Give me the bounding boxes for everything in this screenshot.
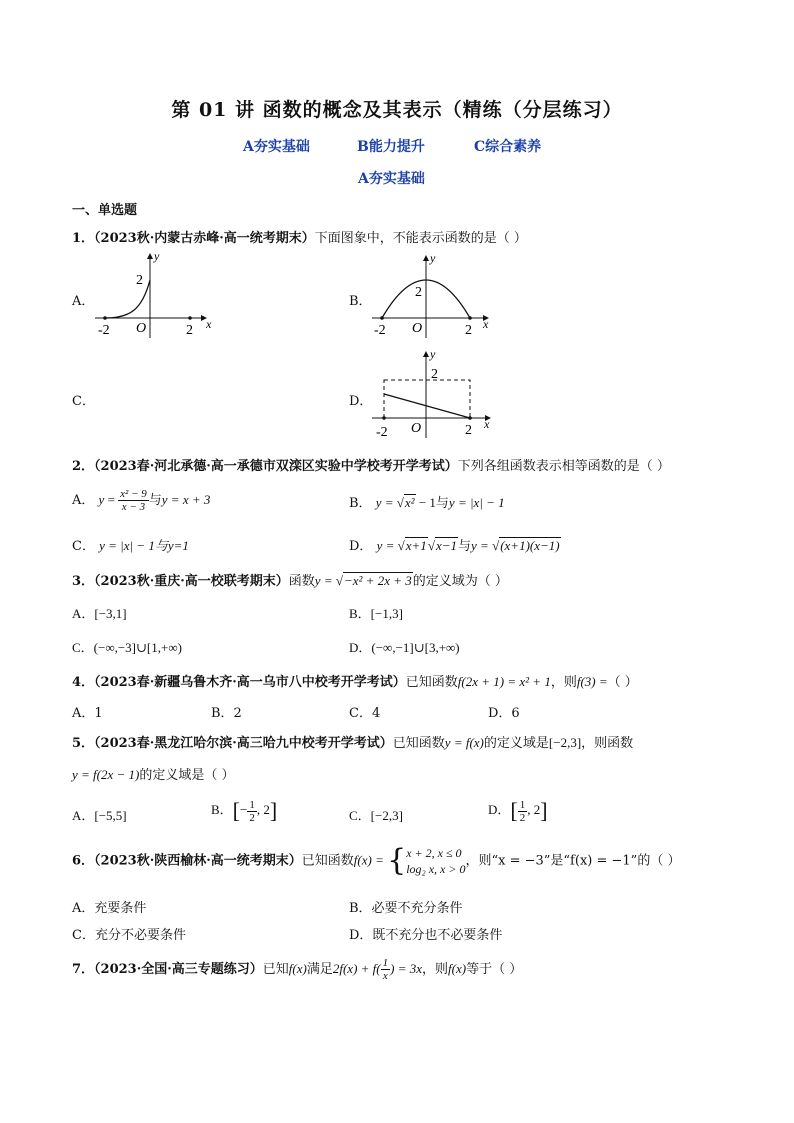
svg-text:-2: -2 bbox=[374, 323, 386, 338]
q3-option-a[interactable]: A．[−3,1] bbox=[72, 606, 127, 621]
q2-source: （2023春·河北承德·高一承德市双滦区实验中学校考开学考试） bbox=[94, 459, 458, 474]
svg-text:x: x bbox=[483, 317, 489, 331]
q6-option-a[interactable]: A．充要条件 bbox=[72, 901, 147, 916]
q3-option-d[interactable]: D．(−∞,−1]∪[3,+∞) bbox=[349, 640, 460, 655]
svg-text:2: 2 bbox=[431, 367, 438, 382]
page-title: 第 01 讲 函数的概念及其表示（精练（分层练习） bbox=[171, 99, 623, 121]
svg-text:y: y bbox=[430, 347, 436, 361]
current-level-heading: A夯实基础 bbox=[358, 171, 425, 187]
svg-text:-2: -2 bbox=[376, 425, 388, 440]
question-6: 6．（2023秋·陕西榆林·高一统考期末）已知函数f(x) = { x + 2, x ≤ 0 log₂ x, x > 0 ，则“x = −3”是“f(x) = −1”的（ ） bbox=[72, 843, 681, 878]
q2-option-d[interactable]: D． y = √x+1√x−1与y = √(x+1)(x−1) bbox=[349, 538, 560, 554]
question-4: 4．（2023春·新疆乌鲁木齐·高一乌市八中校考开学考试）已知函数f(2x + 1) = x² + 1，则f(3) =（ ） bbox=[72, 674, 638, 690]
svg-text:-2: -2 bbox=[98, 323, 110, 338]
q6-option-c[interactable]: C．充分不必要条件 bbox=[72, 928, 186, 943]
question-5: 5．（2023春·黑龙江哈尔滨·高三哈九中校考开学考试）已知函数y = f(x)的定义域是[−2,3]，则函数 bbox=[72, 735, 634, 751]
q1-option-c[interactable]: C． bbox=[72, 394, 95, 409]
level-a-link[interactable]: A夯实基础 bbox=[243, 139, 310, 155]
q6-option-d[interactable]: D．既不充分也不必要条件 bbox=[349, 928, 503, 943]
svg-text:O: O bbox=[411, 421, 422, 436]
svg-text:x: x bbox=[484, 417, 490, 431]
q5-option-a[interactable]: A．[−5,5] bbox=[72, 808, 127, 823]
svg-text:2: 2 bbox=[186, 323, 193, 338]
svg-text:x: x bbox=[206, 317, 212, 331]
q5-option-b[interactable]: B．[− $\frac{1}{2}$ , 2] bbox=[211, 798, 278, 824]
q2-stem: 下列各组函数表示相等函数的是（ ） bbox=[457, 459, 670, 474]
graph-a-label-2: 2 bbox=[136, 273, 143, 288]
q5-option-c[interactable]: C．[−2,3] bbox=[349, 808, 403, 823]
question-2 bbox=[72, 455, 670, 474]
q2-option-a[interactable]: A． y = $\frac{\text{x² − 9}}{x - 3}$ 与y = x + 3 bbox=[72, 488, 211, 513]
q3-option-b[interactable]: B．[−1,3] bbox=[349, 606, 403, 621]
question-3: 3．（2023秋·重庆·高一校联考期末）函数y = √−x² + 2x + 3的定义域为（ ） bbox=[72, 573, 508, 589]
svg-text:y: y bbox=[430, 251, 436, 265]
section-heading: 一、单选题 bbox=[72, 203, 138, 218]
q2-option-b[interactable]: B． y = √x² − 1与y = |x| − 1 bbox=[349, 495, 505, 511]
q3-option-c[interactable]: C．(−∞,−3]∪[1,+∞) bbox=[72, 640, 182, 655]
svg-text:y: y bbox=[154, 249, 160, 263]
svg-text:O: O bbox=[136, 321, 147, 336]
q2-option-c[interactable]: C． y = |x| − 1与y=1 bbox=[72, 538, 189, 554]
q4-option-d[interactable]: D．6 bbox=[488, 706, 520, 721]
q1-option-d[interactable]: D． bbox=[349, 394, 373, 409]
question-1 bbox=[72, 227, 527, 246]
q5-option-d[interactable]: D．[ $\frac{1}{2}$ , 2] bbox=[488, 798, 548, 824]
q1-graph-d bbox=[370, 347, 500, 442]
svg-text:2: 2 bbox=[465, 423, 472, 438]
q1-graph-a bbox=[90, 250, 230, 340]
q1-option-b[interactable]: B． bbox=[349, 294, 372, 309]
q6-option-b[interactable]: B．必要不充分条件 bbox=[349, 901, 463, 916]
q1-source: （2023秋·内蒙古赤峰·高一统考期末） bbox=[94, 231, 315, 246]
q2-number: 2． bbox=[72, 459, 95, 474]
q4-option-a[interactable]: A．1 bbox=[72, 706, 103, 721]
q1-option-a[interactable]: A． bbox=[72, 294, 95, 309]
q1-stem: 下面图象中，不能表示函数的是（ ） bbox=[314, 231, 527, 246]
svg-text:O: O bbox=[412, 321, 423, 336]
q1-number: 1． bbox=[72, 231, 95, 246]
question-7: 7．（2023·全国·高三专题练习）已知f(x)满足2f(x) + f( $\frac{1}{x}$ ) = 3x，则f(x)等于（ ） bbox=[72, 957, 523, 982]
level-b-link[interactable]: B能力提升 bbox=[357, 139, 425, 155]
q4-option-b[interactable]: B．2 bbox=[211, 706, 242, 721]
q4-option-c[interactable]: C．4 bbox=[349, 706, 381, 721]
q1-graph-b bbox=[370, 252, 500, 342]
level-c-link[interactable]: C综合素养 bbox=[474, 139, 542, 155]
question-5-line2: y = f(2x − 1)的定义域是（ ） bbox=[72, 767, 235, 783]
svg-text:2: 2 bbox=[415, 285, 422, 300]
svg-text:2: 2 bbox=[465, 323, 472, 338]
